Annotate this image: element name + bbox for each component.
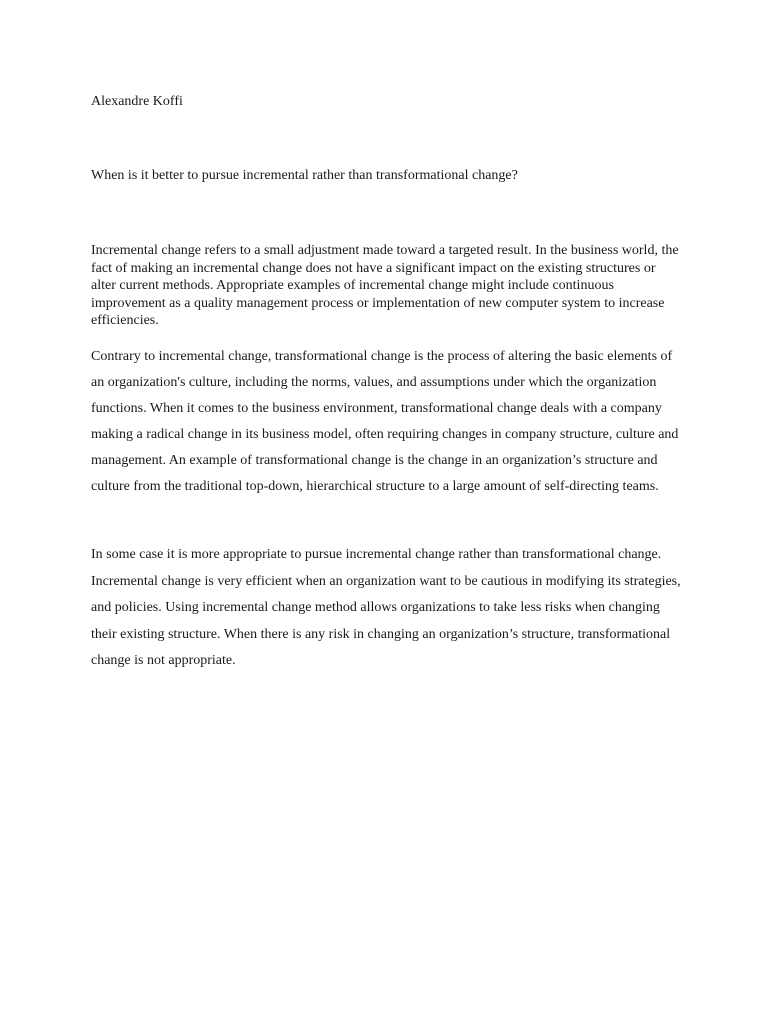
author-name: Alexandre Koffi (91, 94, 183, 109)
paragraph-transformational-change: Contrary to incremental change, transformational change is the process of altering the basic elements of an organization's culture, including the norms, values, and assumptions under which the organization functions. When it comes to the business environment, transformational change deals with a company making a radical change in its business model, often requiring changes in company structure, culture and management. An example of transformational change is the change in an organization’s structure and culture from the traditional top-down, hierarchical structure to a large amount of self-directing teams. (91, 349, 679, 494)
paragraph-conclusion: In some case it is more appropriate to pursue incremental change rather than transformational change. Incremental change is very efficient when an organization want to be cautious in modifying its strategies, and policies. Using incremental change method allows organizations to take less risks when changing their existing structure. When there is any risk in changing an organization’s structure, transformational change is not appropriate. (91, 547, 681, 668)
essay-question: When is it better to pursue incremental rather than transformational change? (91, 168, 518, 183)
paragraph-incremental-change: Incremental change refers to a small adjustment made toward a targeted result. In the business world, the fact of making an incremental change does not have a significant impact on the existing structures or alter current methods. Appropriate examples of incremental change might include continuous improvement as a quality management process or implementation of new computer system to increase efficiencies. (91, 243, 679, 329)
